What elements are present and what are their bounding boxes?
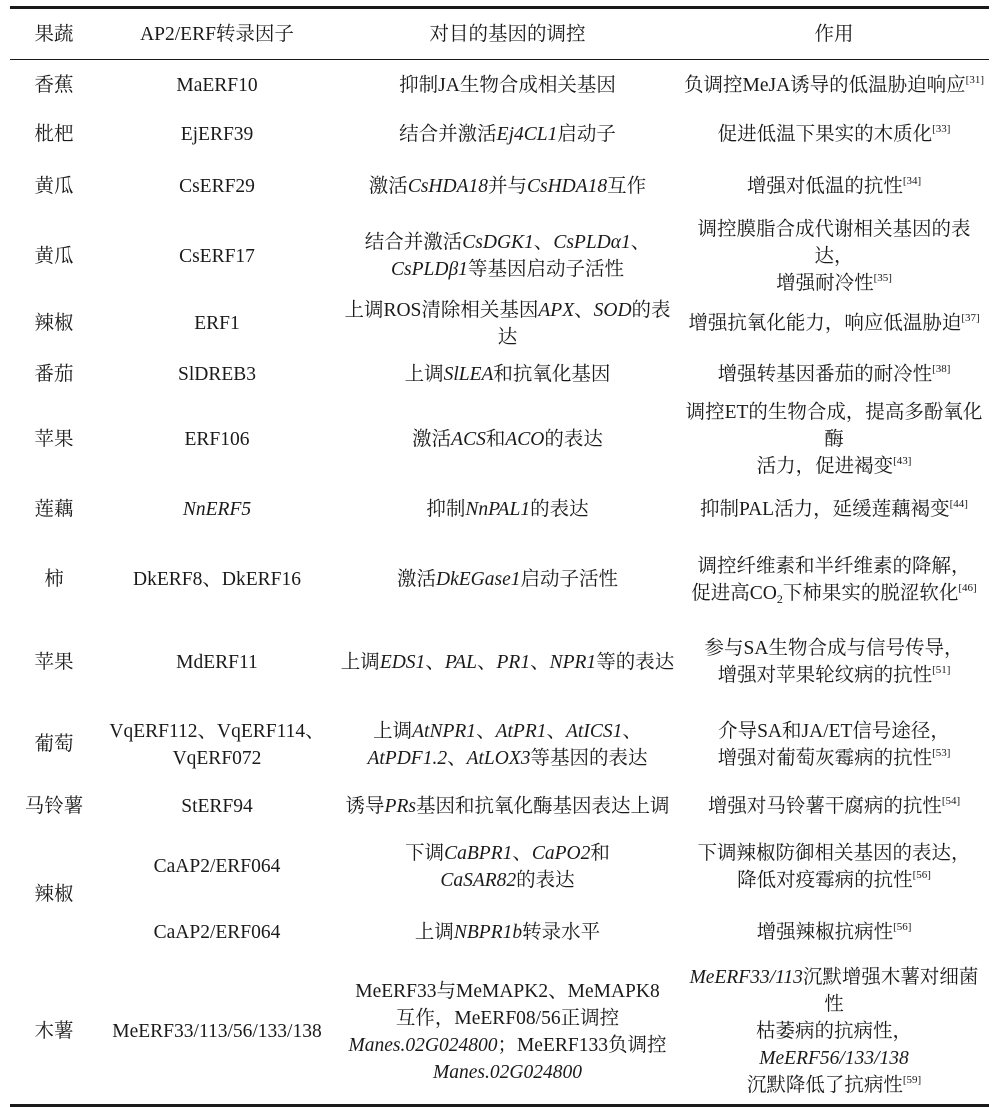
reference: [43] (893, 454, 912, 467)
fruit-cell: 柿 (44, 569, 64, 590)
header-fruit: 果蔬 (34, 23, 74, 45)
tf-cell: VqERF112、VqERF114、 VqERF072 (109, 720, 325, 769)
header-effect: 作用 (814, 23, 854, 45)
tf-cell: MeERF33/113/56/133/138 (112, 1021, 322, 1043)
reference: [34] (902, 174, 922, 187)
regulation-cell: 上调AtNPR1、AtPR1、AtICS1、 AtPDF1.2、AtLOX3等基因的表达 (367, 720, 648, 769)
table-row (10, 829, 989, 905)
tf-cell: CsERF17 (179, 245, 255, 267)
regulation-cell: 结合并激活CsDGK1、CsPLDα1、 CsPLDβ1等基因启动子活性 (364, 232, 651, 280)
tf-cell: MdERF11 (176, 651, 258, 673)
tf-cell: CsERF29 (179, 175, 255, 197)
table-row (10, 480, 989, 540)
reference: [37] (961, 312, 980, 324)
regulation-cell: 抑制NnPAL1的表达 (426, 499, 589, 520)
effect-cell: 调控纤维素和半纤维素的降解， 促进高$CO_2$下柿果实的脱涩软化[46] (691, 555, 977, 606)
regulation-cell: 结合并激活Ej4CL1启动子 (399, 123, 616, 145)
table-row (10, 785, 989, 829)
regulation-cell: 激活ACS和ACO的表达 (412, 428, 603, 450)
effect-cell: 增强辣椒抗病性[56] (756, 920, 912, 943)
table-row (10, 216, 989, 297)
fruit-cell: 番茄 (34, 364, 74, 385)
reference: [46] (958, 581, 977, 594)
tf-cell: EjERF39 (180, 123, 254, 145)
table-row (10, 620, 989, 705)
tf-cell: NnERF5 (182, 499, 252, 520)
effect-cell: 调控膜脂合成代谢相关基因的表达， 增强耐冷性[35] (697, 218, 971, 294)
table-row (10, 297, 989, 351)
regulation-cell: 下调CaBPR1、CaPO2和 CaSAR82的表达 (405, 842, 610, 891)
regulation-cell: MeERF33与MeMAPK2、MeMAPK8 互作，MeERF08/56正调控 Manes.02G024800；MeERF133负调控 Manes.02G024800 (348, 980, 667, 1083)
tf-cell: StERF94 (181, 796, 253, 817)
table-row (10, 705, 989, 785)
effect-cell: 下调辣椒防御相关基因的表达， 降低对疫霉病的抗性[56] (697, 842, 971, 891)
regulation-cell: 激活DkEGase1启动子活性 (396, 569, 618, 590)
table-row (10, 399, 989, 480)
tf-cell: ERF1 (194, 313, 240, 334)
table-row (10, 351, 989, 399)
effect-cell: MeERF33/113沉默增强木薯对细菌性 枯萎病的抗病性，MeERF56/133/138 沉默降低了抗病性[59] (689, 967, 979, 1097)
fruit-cell: 马铃薯 (24, 796, 84, 817)
effect-cell: 负调控MeJA诱导的低温胁迫响应[31] (684, 74, 984, 97)
reference: [35] (873, 271, 892, 284)
fruit-cell: 辣椒 (34, 313, 74, 334)
tf-cell: ERF106 (184, 428, 250, 450)
tf-cell: SlDREB3 (177, 364, 257, 385)
table-row (10, 905, 989, 960)
header-tf: AP2/ERF转录因子 (140, 23, 294, 45)
fruit-cell: 黄瓜 (34, 245, 74, 267)
fruit-cell: 苹果 (34, 428, 74, 450)
table-row (10, 960, 989, 1106)
effect-cell: 增强对马铃薯干腐病的抗性[54] (707, 795, 961, 817)
table-row (10, 112, 989, 157)
effect-cell: 介导SA和JA/ET信号途径， 增强对葡萄灰霉病的抗性[53] (717, 720, 951, 769)
fruit-cell: 苹果 (34, 651, 74, 673)
effect-cell: 增强对低温的抗性[34] (746, 174, 922, 197)
fruit-cell: 黄瓜 (34, 175, 74, 197)
effect-cell: 增强抗氧化能力，响应低温胁迫[37] (688, 312, 980, 334)
reference: [51] (932, 664, 951, 676)
header-row (10, 8, 989, 60)
regulation-cell: 抑制JA生物合成相关基因 (399, 75, 616, 97)
tf-cell: CaAP2/ERF064 (153, 921, 281, 943)
reference: [56] (912, 868, 931, 881)
effect-cell: 增强转基因番茄的耐冷性[38] (717, 363, 951, 385)
regulation-cell: 上调ROS清除相关基因APX、SOD的表达 (344, 299, 671, 348)
table-row (10, 60, 989, 112)
effect-cell: 参与SA生物合成与信号传导， 增强对苹果轮纹病的抗性[51] (704, 638, 964, 686)
reference: [54] (941, 795, 961, 807)
regulation-cell: 上调NBPR1b转录水平 (414, 921, 601, 943)
reference: [59] (902, 1074, 922, 1087)
fruit-cell: 香蕉 (34, 75, 74, 97)
erf-table (10, 6, 989, 1107)
effect-cell: 促进低温下果实的木质化[33] (717, 122, 951, 145)
regulation-cell: 激活CsHDA18并与CsHDA18互作 (368, 175, 647, 197)
effect-cell: 调控ET的生物合成，提高多酚氧化酶 活力，促进褐变[43] (685, 401, 983, 477)
reference: [44] (949, 498, 968, 510)
fruit-cell: 辣椒 (34, 883, 74, 905)
reference: [56] (893, 920, 912, 933)
header-regulation: 对目的基因的调控 (429, 23, 586, 45)
regulation-cell: 诱导PRs基因和抗氧化酶基因表达上调 (345, 796, 670, 817)
fruit-cell: 木薯 (34, 1021, 74, 1043)
effect-cell: 抑制PAL活力，延缓莲藕褐变[44] (700, 498, 968, 520)
regulation-cell: 上调SlLEA和抗氧化基因 (404, 364, 611, 385)
fruit-cell: 莲藕 (34, 499, 74, 520)
reference: [38] (932, 363, 951, 375)
regulation-cell: 上调EDS1、PAL、PR1、NPR1等的表达 (340, 651, 675, 673)
reference: [31] (965, 74, 984, 87)
fruit-cell: 葡萄 (34, 734, 74, 755)
tf-cell: DkERF8、DkERF16 (133, 569, 301, 590)
table-row (10, 540, 989, 620)
reference: [53] (932, 746, 951, 759)
tf-cell: MaERF10 (176, 75, 258, 97)
reference: [33] (932, 122, 951, 135)
tf-cell: CaAP2/ERF064 (153, 856, 281, 877)
fruit-cell: 枇杷 (34, 123, 74, 145)
table-row (10, 157, 989, 216)
